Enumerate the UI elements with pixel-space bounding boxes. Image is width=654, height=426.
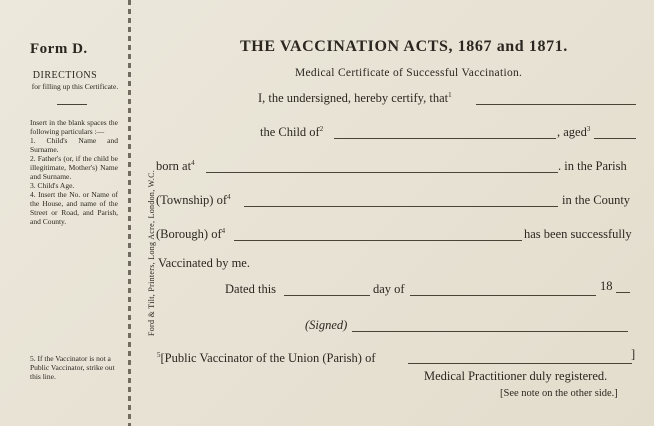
parent-name-field[interactable] bbox=[334, 138, 556, 139]
certify-text: I, the undersigned, hereby certify, that$^1$ bbox=[258, 91, 452, 106]
year-prefix-text: 18 bbox=[600, 279, 613, 293]
vaccinated-by-text: Vaccinated by me. bbox=[158, 256, 250, 270]
directions-subheading: for filling up this Certificate. bbox=[31, 82, 119, 91]
born-at-text: born $at^4$ bbox=[156, 159, 195, 174]
directions-sidebar bbox=[0, 0, 130, 426]
signature-field[interactable] bbox=[352, 331, 628, 332]
public-vaccinator-text: $^5$[Public Vaccinator of the Union (Parish) of bbox=[157, 351, 376, 366]
day-of-text: day of bbox=[373, 282, 405, 296]
day-field[interactable] bbox=[284, 295, 370, 296]
divider bbox=[57, 104, 87, 105]
document-subtitle: Medical Certificate of Successful Vaccination. bbox=[295, 67, 523, 79]
township-field[interactable] bbox=[244, 206, 558, 207]
union-field[interactable] bbox=[408, 363, 632, 364]
document-title: THE VACCINATION ACTS, 1867 and 1871. bbox=[240, 38, 568, 55]
month-field[interactable] bbox=[410, 295, 596, 296]
form-label: Form D. bbox=[30, 41, 88, 57]
address-field[interactable] bbox=[206, 172, 558, 173]
successfully-text: has been successfully bbox=[524, 227, 632, 241]
instruction-item: 2. Father's (or, if the child be illegitimate, Mother's) Name and Surname. bbox=[30, 154, 118, 181]
medical-practitioner-text: Medical Practitioner duly registered. bbox=[424, 369, 608, 383]
age-field[interactable] bbox=[594, 138, 636, 139]
instructions-list bbox=[30, 118, 118, 226]
instruction-intro: Insert in the blank spaces the following particulars :— bbox=[30, 118, 118, 136]
in-parish-text: . in the Parish bbox=[558, 159, 627, 173]
instruction-item: 3. Child's Age. bbox=[30, 181, 75, 190]
year-field[interactable] bbox=[616, 292, 630, 293]
aged-text: , aged$^3$ bbox=[557, 125, 591, 140]
child-name-field[interactable] bbox=[476, 104, 636, 105]
bracket-close: ] bbox=[631, 347, 636, 361]
township-text: (Township) $of^4$ bbox=[156, 193, 231, 208]
directions-heading: DIRECTIONS bbox=[32, 70, 98, 81]
instruction-item: 4. Insert the No. or Name of the House, and name of the Street or Road, and Parish, and County. bbox=[30, 190, 118, 226]
note-5: 5. If the Vaccinator is not a Public Vaccinator, strike out this line. bbox=[30, 354, 115, 381]
county-field[interactable] bbox=[234, 240, 522, 241]
in-county-text: in the County bbox=[562, 193, 631, 207]
dated-this-text: Dated this bbox=[225, 282, 277, 296]
signed-text: (Signed) bbox=[305, 318, 348, 332]
perforation-line bbox=[128, 0, 131, 426]
printer-imprint: Ford & Tilt, Printers, Long Acre, London, W.C. bbox=[147, 169, 156, 336]
child-of-text: the Child $of^2$ bbox=[260, 125, 324, 140]
see-note-text: [See note on the other side.] bbox=[500, 388, 618, 399]
instruction-item: 1. Child's Name and Surname. bbox=[30, 136, 118, 154]
borough-text: (Borough) $of^4$ bbox=[156, 227, 226, 242]
